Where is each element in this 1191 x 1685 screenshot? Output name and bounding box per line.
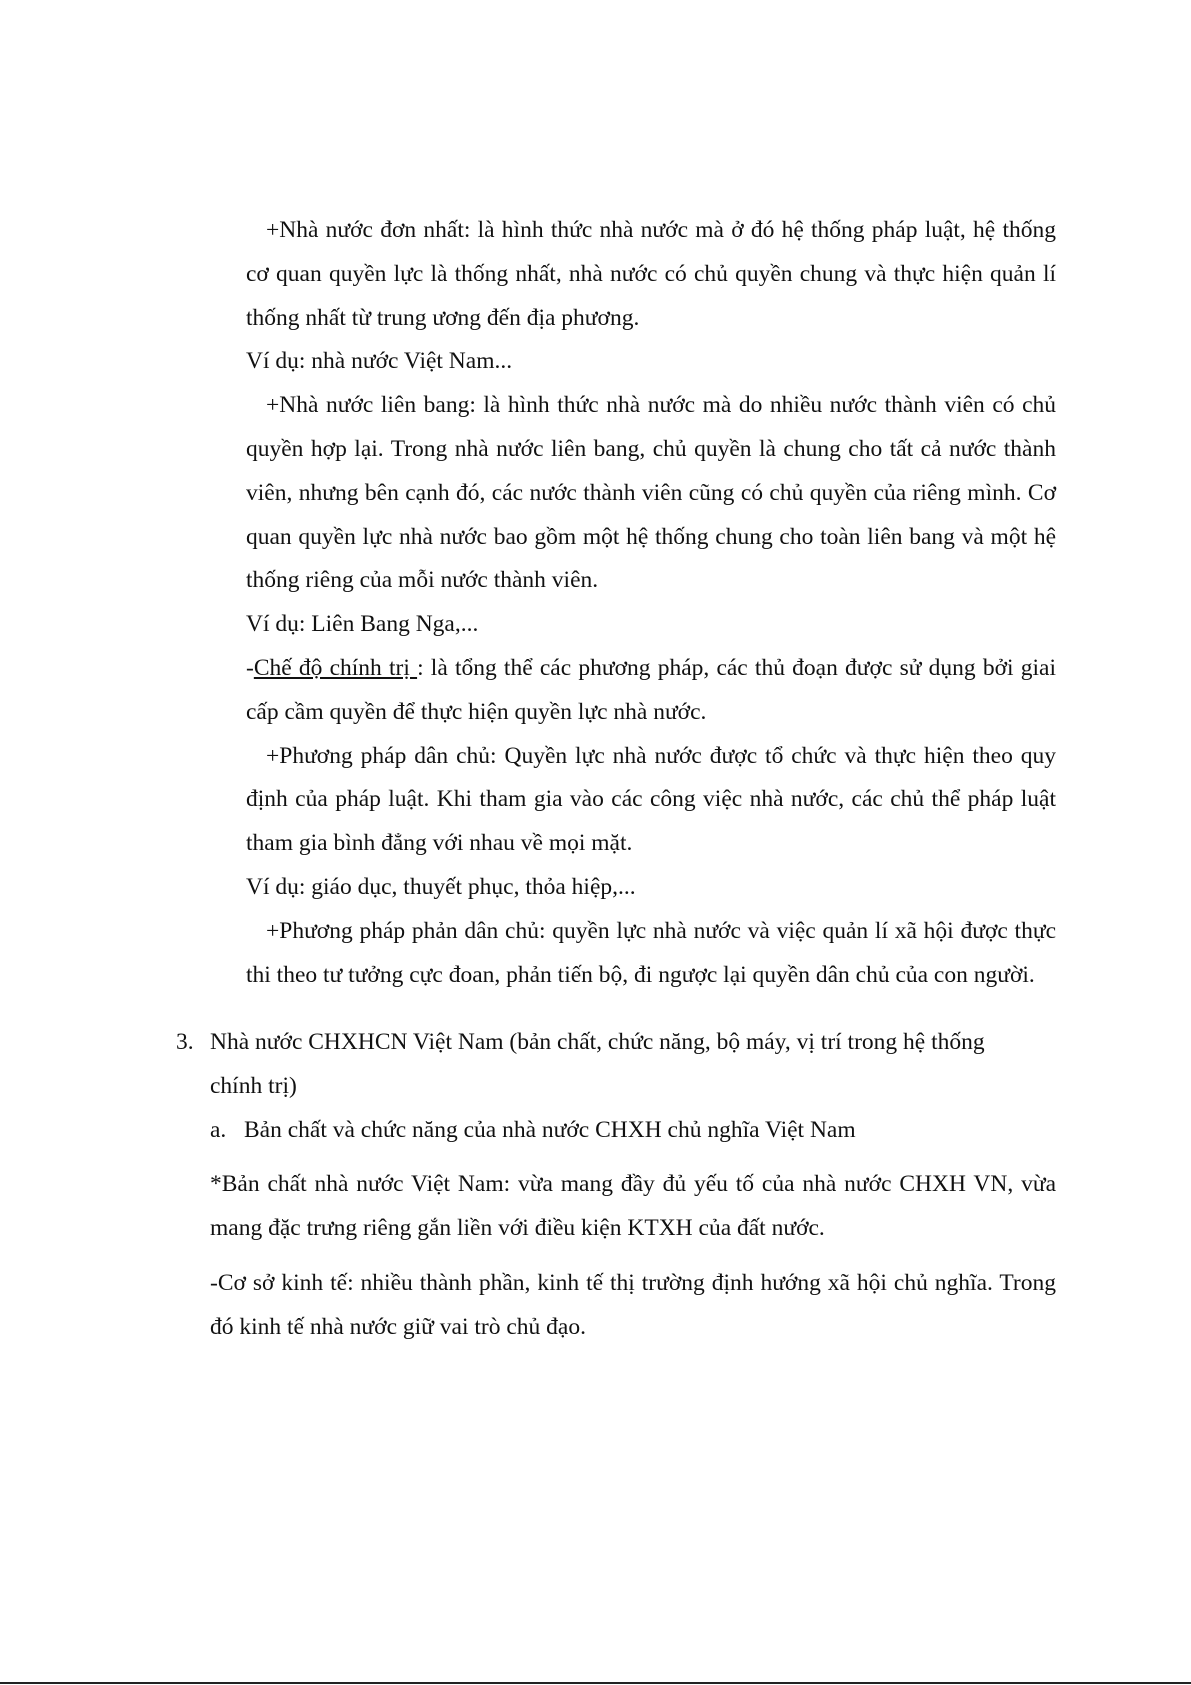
- section-3-heading: [176, 1021, 1056, 1109]
- political-regime-definition: : là tổng thể các phương pháp, các thủ đoạn được sử dụng bởi giai cấp cầm quyền để thực hiện quyền lực nhà nước.: [246, 654, 1056, 725]
- political-regime-term: Chế độ chính trị: [253, 654, 418, 681]
- democratic-method-paragraph: +Phương pháp dân chủ: Quyền lực nhà nước được tổ chức và thực hiện theo quy định của pháp luật. Khi tham gia vào các công việc nhà nước, các chủ thể pháp luật tham gia bình đẳng với nhau về mọi mặt.: [246, 742, 1056, 857]
- state-nature-paragraph: *Bản chất nhà nước Việt Nam: vừa mang đầy đủ yếu tố của nhà nước CHXH VN, vừa mang đặc trưng riêng gắn liền với điều kiện KTXH của đất nước.: [210, 1171, 1056, 1242]
- unitary-state-example: Ví dụ: nhà nước Việt Nam...: [246, 348, 513, 375]
- political-regime-paragraph: [246, 647, 1056, 735]
- democratic-method-example: Ví dụ: giáo dục, thuyết phục, thỏa hiệp,...: [246, 873, 636, 900]
- antidemocratic-method-paragraph: +Phương pháp phản dân chủ: quyền lực nhà nước và việc quản lí xã hội được thực thi theo tư tưởng cực đoan, phản tiến bộ, đi ngược lại quyền dân chủ của con người.: [246, 917, 1056, 988]
- unitary-state-paragraph: +Nhà nước đơn nhất: là hình thức nhà nước mà ở đó hệ thống pháp luật, hệ thống cơ quan quyền lực là thống nhất, nhà nước có chủ quyền chung và thực hiện quản lí thống nhất từ trung ương đến địa phương.: [246, 217, 1056, 331]
- subsection-a-label: a.: [210, 1116, 227, 1143]
- state-forms-section: [246, 209, 1056, 997]
- subsection-a-heading: [210, 1109, 1056, 1153]
- section-3-title: Nhà nước CHXHCN Việt Nam (bản chất, chức năng, bộ máy, vị trí trong hệ thống chính trị): [210, 1029, 985, 1099]
- section-3-number: 3.: [176, 1029, 194, 1055]
- page-bottom-rule: [0, 1682, 1191, 1684]
- federal-state-paragraph: +Nhà nước liên bang: là hình thức nhà nước mà do nhiều nước thành viên có chủ quyền hợp lại. Trong nhà nước liên bang, chủ quyền là chung cho tất cả nước thành viên, nhưng bên cạnh đó, các nước thành viên cũng có chủ quyền của riêng mình. Cơ quan quyền lực nhà nước bao gồm một hệ thống chung cho toàn liên bang và một hệ thống riêng của mỗi nước thành viên.: [246, 392, 1056, 594]
- political-regime-prefix: -: [246, 654, 254, 681]
- section-3: [176, 1021, 1056, 1350]
- economic-basis-paragraph: -Cơ sở kinh tế: nhiều thành phần, kinh tế thị trường định hướng xã hội chủ nghĩa. Trong đó kinh tế nhà nước giữ vai trò chủ đạo.: [210, 1269, 1056, 1340]
- subsection-a-title: Bản chất và chức năng của nhà nước CHXH chủ nghĩa Việt Nam: [244, 1116, 856, 1143]
- federal-state-example: Ví dụ: Liên Bang Nga,...: [246, 611, 479, 638]
